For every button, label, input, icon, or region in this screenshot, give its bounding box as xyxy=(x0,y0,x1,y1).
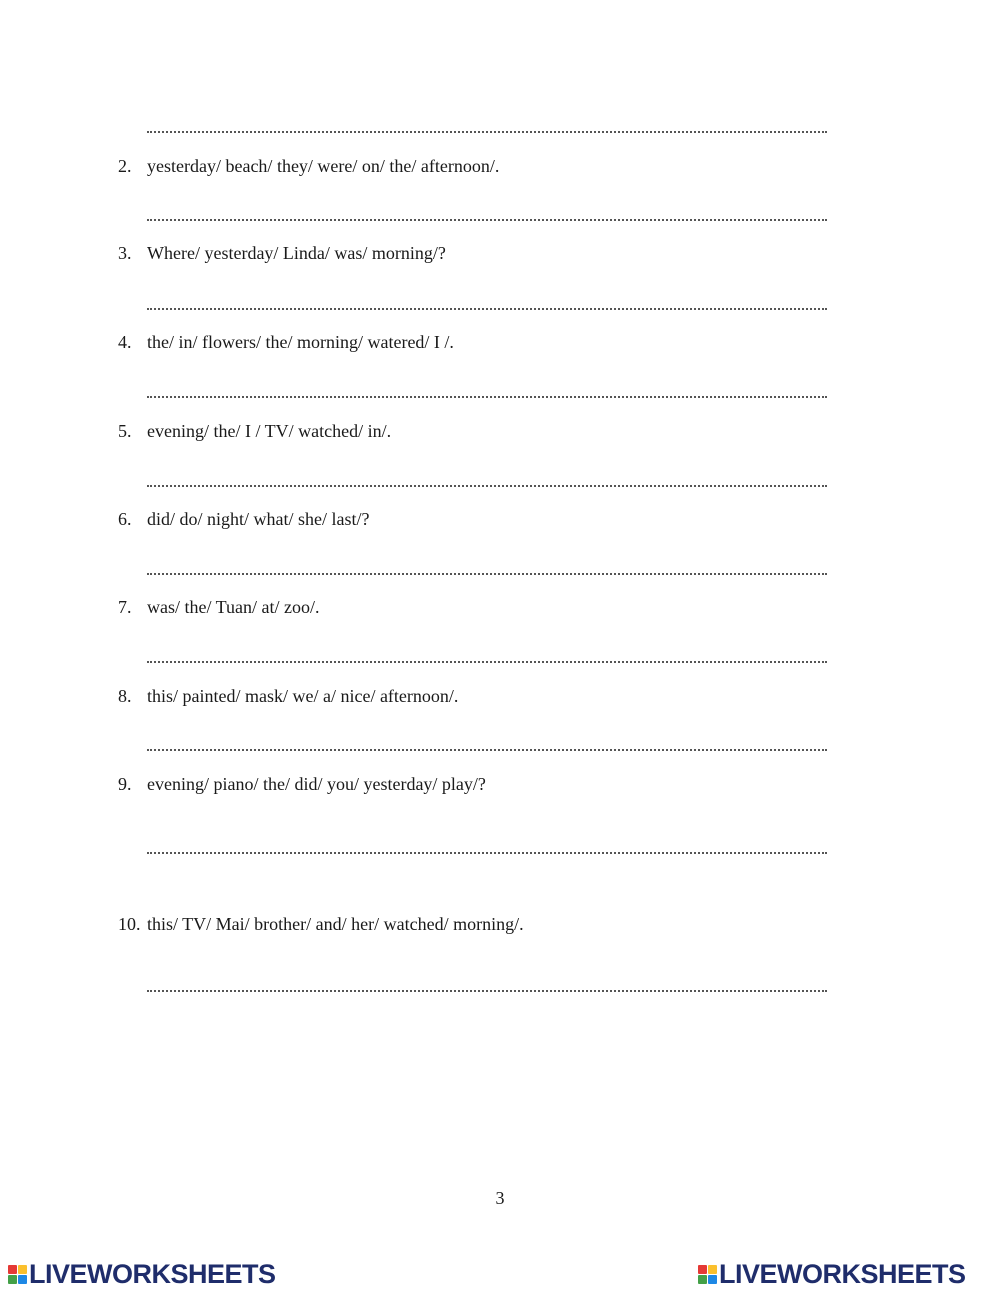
logo-square xyxy=(708,1275,717,1284)
brand-wordmark: LIVEWORKSHEETS xyxy=(719,1258,966,1289)
item-number: 2. xyxy=(118,156,132,176)
page-number: 3 xyxy=(495,1188,505,1208)
item-prompt: yesterday/ beach/ they/ were/ on/ the/ afternoon/. xyxy=(147,156,500,176)
logo-square xyxy=(8,1265,17,1274)
exercise-item xyxy=(118,773,486,795)
logo-square xyxy=(698,1265,707,1274)
exercise-item xyxy=(118,913,524,935)
answer-line[interactable] xyxy=(147,219,827,221)
item-prompt: Where/ yesterday/ Linda/ was/ morning/? xyxy=(147,243,446,263)
item-prompt: this/ painted/ mask/ we/ a/ nice/ afternoon/. xyxy=(147,686,459,706)
item-prompt: did/ do/ night/ what/ she/ last/? xyxy=(147,509,370,529)
liveworksheets-logo-icon xyxy=(8,1265,27,1284)
item-prompt: the/ in/ flowers/ the/ morning/ watered/ I /. xyxy=(147,332,454,352)
item-number: 7. xyxy=(118,597,132,617)
answer-line[interactable] xyxy=(147,573,827,575)
exercise-item xyxy=(118,596,320,618)
answer-line[interactable] xyxy=(147,749,827,751)
logo-square xyxy=(708,1265,717,1274)
exercise-item xyxy=(118,242,446,264)
brand-left xyxy=(8,1259,276,1289)
item-prompt: this/ TV/ Mai/ brother/ and/ her/ watched/ morning/. xyxy=(147,914,524,934)
exercise-item xyxy=(118,685,458,707)
exercise-item xyxy=(118,155,499,177)
answer-line[interactable] xyxy=(147,131,827,133)
answer-line[interactable] xyxy=(147,485,827,487)
answer-line[interactable] xyxy=(147,852,827,854)
logo-square xyxy=(18,1265,27,1274)
logo-square xyxy=(8,1275,17,1284)
item-number: 6. xyxy=(118,509,132,529)
liveworksheets-logo-icon xyxy=(698,1265,717,1284)
item-prompt: evening/ the/ I / TV/ watched/ in/. xyxy=(147,421,392,441)
logo-square xyxy=(698,1275,707,1284)
answer-line[interactable] xyxy=(147,396,827,398)
exercise-item xyxy=(118,508,369,530)
answer-line[interactable] xyxy=(147,990,827,992)
brand-right xyxy=(698,1259,966,1289)
item-number: 4. xyxy=(118,332,132,352)
logo-square xyxy=(18,1275,27,1284)
brand-wordmark: LIVEWORKSHEETS xyxy=(29,1258,276,1289)
item-prompt: evening/ piano/ the/ did/ you/ yesterday/ play/? xyxy=(147,774,486,794)
item-number: 8. xyxy=(118,686,132,706)
item-number: 10. xyxy=(118,914,141,934)
exercise-item xyxy=(118,420,391,442)
item-prompt: was/ the/ Tuan/ at/ zoo/. xyxy=(147,597,320,617)
answer-line[interactable] xyxy=(147,308,827,310)
item-number: 5. xyxy=(118,421,132,441)
item-number: 3. xyxy=(118,243,132,263)
item-number: 9. xyxy=(118,774,132,794)
answer-line[interactable] xyxy=(147,661,827,663)
exercise-item xyxy=(118,331,454,353)
